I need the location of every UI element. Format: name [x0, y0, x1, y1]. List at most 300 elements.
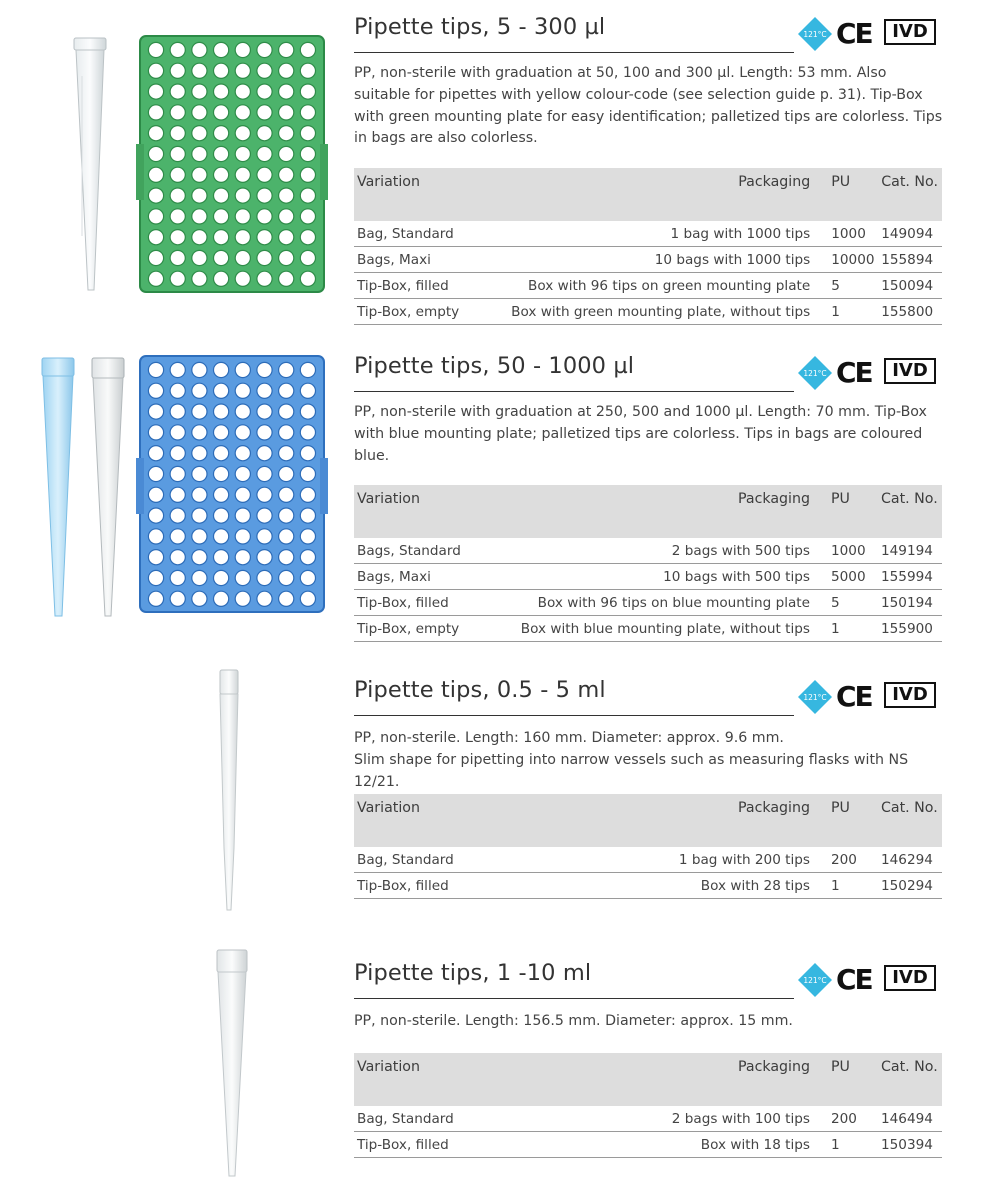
- ce-mark-icon: CE: [836, 963, 872, 996]
- rack-hole: [235, 146, 250, 161]
- rack-hole: [170, 146, 185, 161]
- pipette-tip-0-5-5ml-image: [212, 668, 246, 914]
- rack-hole: [235, 487, 250, 502]
- rack-hole: [279, 209, 294, 224]
- rack-hole: [214, 63, 229, 78]
- rack-hole: [148, 250, 163, 265]
- rack-hole: [279, 529, 294, 544]
- cell-cat-no: 146294: [878, 847, 942, 873]
- title-underline: [354, 52, 794, 53]
- rack-hole: [279, 466, 294, 481]
- cell-variation: Bags, Maxi: [354, 247, 508, 273]
- rack-hole: [279, 362, 294, 377]
- rack-hole: [279, 446, 294, 461]
- cell-pu: 5: [828, 273, 878, 299]
- rack-hole: [192, 362, 207, 377]
- rack-hole: [300, 209, 315, 224]
- rack-hole: [257, 188, 272, 203]
- section-header: [354, 677, 944, 717]
- rack-hole: [235, 425, 250, 440]
- rack-hole: [192, 591, 207, 606]
- rack-hole: [192, 271, 207, 286]
- rack-hole: [148, 42, 163, 57]
- cell-cat-no: 155894: [878, 247, 942, 273]
- rack-hole: [170, 42, 185, 57]
- cell-pu: 1000: [828, 538, 878, 564]
- cell-cat-no: 149194: [878, 538, 942, 564]
- section-title: Pipette tips, 50 - 1000 µl: [354, 353, 635, 379]
- rack-hole: [148, 591, 163, 606]
- rack-hole: [214, 105, 229, 120]
- rack-hole: [214, 84, 229, 99]
- rack-hole: [257, 230, 272, 245]
- autoclave-label: 121°C: [803, 30, 827, 39]
- rack-hole: [235, 105, 250, 120]
- rack-hole: [235, 126, 250, 141]
- rack-hole: [300, 404, 315, 419]
- cell-variation: Tip-Box, filled: [354, 873, 510, 899]
- cell-pu: 1: [828, 1132, 878, 1158]
- table-header-row: [354, 168, 942, 221]
- rack-hole: [148, 63, 163, 78]
- cell-packaging: 10 bags with 1000 tips: [508, 247, 828, 273]
- cell-cat-no: 150294: [878, 873, 942, 899]
- rack-hole: [214, 250, 229, 265]
- autoclavable-121c-icon: [798, 680, 832, 714]
- rack-hole: [257, 126, 272, 141]
- cell-variation: Tip-Box, filled: [354, 1132, 510, 1158]
- rack-hole: [300, 84, 315, 99]
- rack-hole: [279, 105, 294, 120]
- section-title: Pipette tips, 0.5 - 5 ml: [354, 677, 606, 703]
- cell-pu: 200: [828, 1106, 878, 1132]
- rack-hole: [170, 230, 185, 245]
- rack-hole: [214, 591, 229, 606]
- rack-hole: [279, 383, 294, 398]
- clear-pipette-tip-image: [88, 356, 128, 620]
- rack-hole: [214, 362, 229, 377]
- rack-hole: [170, 425, 185, 440]
- ivd-mark-icon: IVD: [884, 19, 936, 45]
- rack-hole: [257, 466, 272, 481]
- rack-hole: [257, 383, 272, 398]
- cell-packaging: 1 bag with 1000 tips: [508, 221, 828, 247]
- table-header-row: [354, 794, 942, 847]
- rack-hole: [192, 404, 207, 419]
- rack-hole: [214, 508, 229, 523]
- rack-hole: [300, 570, 315, 585]
- green-tip-box-image: [136, 34, 328, 296]
- column-header-packaging: Packaging: [510, 485, 828, 538]
- rack-hole: [148, 529, 163, 544]
- rack-hole: [279, 570, 294, 585]
- rack-hole: [279, 550, 294, 565]
- rack-hole: [214, 146, 229, 161]
- rack-hole: [192, 508, 207, 523]
- cell-variation: Bag, Standard: [354, 1106, 510, 1132]
- cell-pu: 200: [828, 847, 878, 873]
- rack-hole: [235, 42, 250, 57]
- rack-hole: [214, 404, 229, 419]
- rack-hole: [300, 188, 315, 203]
- rack-hole: [235, 550, 250, 565]
- rack-hole: [148, 466, 163, 481]
- ce-mark-icon: CE: [836, 356, 872, 389]
- rack-hole: [300, 63, 315, 78]
- blue-tip-box-image: [136, 354, 328, 616]
- rack-hole: [148, 446, 163, 461]
- rack-hole: [257, 250, 272, 265]
- rack-hole: [300, 105, 315, 120]
- rack-hole: [214, 446, 229, 461]
- table-row: [354, 590, 942, 616]
- section-header: [354, 14, 944, 54]
- rack-hole: [170, 529, 185, 544]
- table-row: [354, 564, 942, 590]
- cell-cat-no: 150394: [878, 1132, 942, 1158]
- column-header-variation: Variation: [354, 168, 508, 221]
- rack-hole: [300, 508, 315, 523]
- rack-hole: [148, 383, 163, 398]
- cell-cat-no: 150194: [878, 590, 942, 616]
- rack-hole: [192, 84, 207, 99]
- rack-hole: [170, 508, 185, 523]
- rack-hole: [214, 188, 229, 203]
- product-table: [354, 1053, 942, 1158]
- rack-hole: [279, 508, 294, 523]
- rack-hole: [257, 84, 272, 99]
- autoclave-label: 121°C: [803, 976, 827, 985]
- rack-hole: [148, 230, 163, 245]
- cell-variation: Tip-Box, empty: [354, 616, 510, 642]
- rack-hole: [192, 425, 207, 440]
- rack-hole: [257, 209, 272, 224]
- rack-hole: [214, 167, 229, 182]
- rack-hole: [192, 230, 207, 245]
- rack-hole: [148, 487, 163, 502]
- rack-hole: [148, 146, 163, 161]
- column-header-cat-no: Cat. No.: [878, 168, 942, 221]
- rack-hole: [192, 146, 207, 161]
- rack-hole: [214, 487, 229, 502]
- rack-hole: [214, 42, 229, 57]
- rack-hole: [257, 146, 272, 161]
- rack-hole: [279, 146, 294, 161]
- rack-hole: [170, 271, 185, 286]
- cell-cat-no: 155900: [878, 616, 942, 642]
- autoclave-label: 121°C: [803, 693, 827, 702]
- column-header-cat-no: Cat. No.: [878, 794, 942, 847]
- rack-hole: [279, 271, 294, 286]
- rack-hole: [148, 105, 163, 120]
- title-underline: [354, 715, 794, 716]
- column-header-cat-no: Cat. No.: [878, 1053, 942, 1106]
- rack-hole: [300, 362, 315, 377]
- rack-hole: [170, 126, 185, 141]
- rack-hole: [257, 529, 272, 544]
- rack-hole: [257, 446, 272, 461]
- rack-hole: [300, 383, 315, 398]
- rack-hole: [279, 167, 294, 182]
- rack-hole: [257, 570, 272, 585]
- table-header-row: [354, 1053, 942, 1106]
- rack-hole: [257, 404, 272, 419]
- rack-hole: [170, 550, 185, 565]
- section-title: Pipette tips, 5 - 300 µl: [354, 14, 606, 40]
- rack-hole: [279, 126, 294, 141]
- section-description: PP, non-sterile with graduation at 50, 100 and 300 µl. Length: 53 mm. Also suitable for pipettes with yellow colour-code (see selection guide p. 31). Tip-Box with green mounting plate for easy identification; palletized tips are colorless. Tips in bags are also colorless.: [354, 65, 943, 147]
- rack-hole: [214, 209, 229, 224]
- section-title: Pipette tips, 1 -10 ml: [354, 960, 592, 986]
- cell-packaging: Box with blue mounting plate, without tips: [510, 616, 828, 642]
- rack-hole: [170, 570, 185, 585]
- rack-hole: [170, 209, 185, 224]
- cell-pu: 1000: [828, 221, 878, 247]
- blue-pipette-tip-image: [38, 356, 78, 620]
- rack-hole: [300, 230, 315, 245]
- rack-hole: [300, 529, 315, 544]
- rack-hole: [148, 167, 163, 182]
- cell-packaging: Box with green mounting plate, without tips: [508, 299, 828, 325]
- rack-hole: [257, 63, 272, 78]
- rack-hole: [300, 126, 315, 141]
- table-row: [354, 847, 942, 873]
- cell-packaging: 2 bags with 500 tips: [510, 538, 828, 564]
- certification-marks: [798, 960, 944, 994]
- cell-pu: 10000: [828, 247, 878, 273]
- rack-hole: [300, 146, 315, 161]
- cell-variation: Bags, Maxi: [354, 564, 510, 590]
- rack-hole: [257, 362, 272, 377]
- rack-hole: [300, 466, 315, 481]
- rack-hole: [170, 84, 185, 99]
- rack-hole: [214, 383, 229, 398]
- rack-hole: [257, 105, 272, 120]
- rack-hole: [170, 105, 185, 120]
- rack-hole: [148, 271, 163, 286]
- autoclave-label: 121°C: [803, 369, 827, 378]
- rack-hole: [192, 42, 207, 57]
- rack-hole: [170, 383, 185, 398]
- rack-hole: [257, 591, 272, 606]
- rack-hole: [235, 209, 250, 224]
- rack-hole: [300, 487, 315, 502]
- rack-hole: [235, 167, 250, 182]
- certification-marks: [798, 14, 944, 48]
- rack-hole: [148, 126, 163, 141]
- product-table: [354, 485, 942, 642]
- cell-variation: Bags, Standard: [354, 538, 510, 564]
- column-header-cat-no: Cat. No.: [878, 485, 942, 538]
- column-header-variation: Variation: [354, 485, 510, 538]
- rack-hole: [235, 271, 250, 286]
- rack-hole: [300, 167, 315, 182]
- table-row: [354, 1132, 942, 1158]
- pipette-tip-5-300ul-image: [70, 36, 112, 296]
- rack-hole: [214, 126, 229, 141]
- rack-hole: [300, 425, 315, 440]
- cell-pu: 5: [828, 590, 878, 616]
- section-header: [354, 353, 944, 393]
- rack-hole: [170, 250, 185, 265]
- rack-hole: [192, 209, 207, 224]
- autoclavable-121c-icon: [798, 17, 832, 51]
- rack-hole: [279, 84, 294, 99]
- table-header-row: [354, 485, 942, 538]
- rack-hole: [170, 362, 185, 377]
- section-description: PP, non-sterile. Length: 156.5 mm. Diameter: approx. 15 mm.: [354, 1013, 793, 1029]
- cell-pu: 1: [828, 616, 878, 642]
- rack-hole: [148, 508, 163, 523]
- cell-variation: Bag, Standard: [354, 847, 510, 873]
- pipette-tip-1-10ml-image: [212, 948, 252, 1180]
- ce-mark-icon: CE: [836, 680, 872, 713]
- cell-cat-no: 150094: [878, 273, 942, 299]
- rack-hole: [257, 167, 272, 182]
- ce-mark-icon: CE: [836, 17, 872, 50]
- rack-hole: [235, 63, 250, 78]
- rack-hole: [192, 550, 207, 565]
- cell-pu: 5000: [828, 564, 878, 590]
- rack-hole: [235, 383, 250, 398]
- rack-hole: [214, 550, 229, 565]
- rack-hole: [148, 188, 163, 203]
- rack-hole: [257, 425, 272, 440]
- rack-hole: [279, 487, 294, 502]
- cell-variation: Tip-Box, filled: [354, 590, 510, 616]
- table-row: [354, 873, 942, 899]
- rack-hole: [257, 487, 272, 502]
- cell-variation: Bag, Standard: [354, 221, 508, 247]
- table-row: [354, 247, 942, 273]
- section-description: PP, non-sterile with graduation at 250, 500 and 1000 µl. Length: 70 mm. Tip-Box with blue mounting plate; palletized tips are colorless. Tips in bags are coloured blue.: [354, 404, 927, 464]
- ivd-mark-icon: IVD: [884, 965, 936, 991]
- autoclavable-121c-icon: [798, 356, 832, 390]
- rack-hole: [300, 550, 315, 565]
- rack-hole: [192, 570, 207, 585]
- rack-hole: [279, 425, 294, 440]
- rack-hole: [192, 63, 207, 78]
- ivd-mark-icon: IVD: [884, 682, 936, 708]
- rack-hole: [257, 550, 272, 565]
- cell-packaging: Box with 96 tips on blue mounting plate: [510, 590, 828, 616]
- cell-cat-no: 155994: [878, 564, 942, 590]
- rack-hole: [214, 230, 229, 245]
- cell-cat-no: 149094: [878, 221, 942, 247]
- rack-hole: [192, 529, 207, 544]
- cell-cat-no: 146494: [878, 1106, 942, 1132]
- rack-hole: [192, 188, 207, 203]
- title-underline: [354, 391, 794, 392]
- rack-hole: [279, 63, 294, 78]
- rack-hole: [235, 466, 250, 481]
- rack-hole: [148, 570, 163, 585]
- cell-pu: 1: [828, 299, 878, 325]
- rack-hole: [300, 591, 315, 606]
- table-row: [354, 221, 942, 247]
- cell-pu: 1: [828, 873, 878, 899]
- rack-hole: [300, 42, 315, 57]
- rack-hole: [148, 362, 163, 377]
- cell-variation: Tip-Box, empty: [354, 299, 508, 325]
- column-header-packaging: Packaging: [510, 794, 828, 847]
- rack-hole: [170, 404, 185, 419]
- table-row: [354, 1106, 942, 1132]
- column-header-pu: PU: [828, 1053, 878, 1106]
- rack-hole: [192, 126, 207, 141]
- cell-packaging: 10 bags with 500 tips: [510, 564, 828, 590]
- column-header-packaging: Packaging: [508, 168, 828, 221]
- certification-marks: [798, 677, 944, 711]
- cell-cat-no: 155800: [878, 299, 942, 325]
- rack-hole: [279, 404, 294, 419]
- rack-hole: [300, 250, 315, 265]
- column-header-pu: PU: [828, 794, 878, 847]
- rack-hole: [192, 446, 207, 461]
- title-underline: [354, 998, 794, 999]
- rack-hole: [170, 591, 185, 606]
- rack-hole: [257, 508, 272, 523]
- rack-hole: [257, 271, 272, 286]
- rack-hole: [170, 487, 185, 502]
- rack-hole: [192, 105, 207, 120]
- certification-marks: [798, 353, 944, 387]
- product-table: [354, 168, 942, 325]
- rack-hole: [148, 84, 163, 99]
- rack-hole: [235, 446, 250, 461]
- rack-hole: [235, 508, 250, 523]
- rack-hole: [235, 404, 250, 419]
- cell-packaging: Box with 18 tips: [510, 1132, 828, 1158]
- section-description: PP, non-sterile. Length: 160 mm. Diameter: approx. 9.6 mm. Slim shape for pipetting into narrow vessels such as measuring flasks with NS 12/21.: [354, 730, 909, 790]
- rack-hole: [279, 188, 294, 203]
- rack-hole: [300, 271, 315, 286]
- rack-hole: [235, 84, 250, 99]
- rack-hole: [214, 529, 229, 544]
- rack-hole: [192, 487, 207, 502]
- rack-hole: [148, 425, 163, 440]
- rack-hole: [279, 42, 294, 57]
- rack-hole: [170, 446, 185, 461]
- rack-hole: [192, 167, 207, 182]
- table-row: [354, 538, 942, 564]
- rack-hole: [192, 383, 207, 398]
- rack-hole: [192, 250, 207, 265]
- column-header-variation: Variation: [354, 794, 510, 847]
- cell-packaging: 2 bags with 100 tips: [510, 1106, 828, 1132]
- section-header: [354, 960, 944, 1000]
- rack-hole: [235, 188, 250, 203]
- cell-variation: Tip-Box, filled: [354, 273, 508, 299]
- rack-hole: [148, 209, 163, 224]
- table-row: [354, 273, 942, 299]
- rack-hole: [214, 570, 229, 585]
- column-header-packaging: Packaging: [510, 1053, 828, 1106]
- rack-hole: [279, 591, 294, 606]
- ivd-mark-icon: IVD: [884, 358, 936, 384]
- table-row: [354, 616, 942, 642]
- cell-packaging: 1 bag with 200 tips: [510, 847, 828, 873]
- rack-hole: [235, 230, 250, 245]
- rack-hole: [170, 188, 185, 203]
- rack-hole: [235, 250, 250, 265]
- column-header-pu: PU: [828, 168, 878, 221]
- rack-hole: [214, 425, 229, 440]
- column-header-variation: Variation: [354, 1053, 510, 1106]
- rack-hole: [148, 404, 163, 419]
- product-table: [354, 794, 942, 899]
- rack-hole: [214, 271, 229, 286]
